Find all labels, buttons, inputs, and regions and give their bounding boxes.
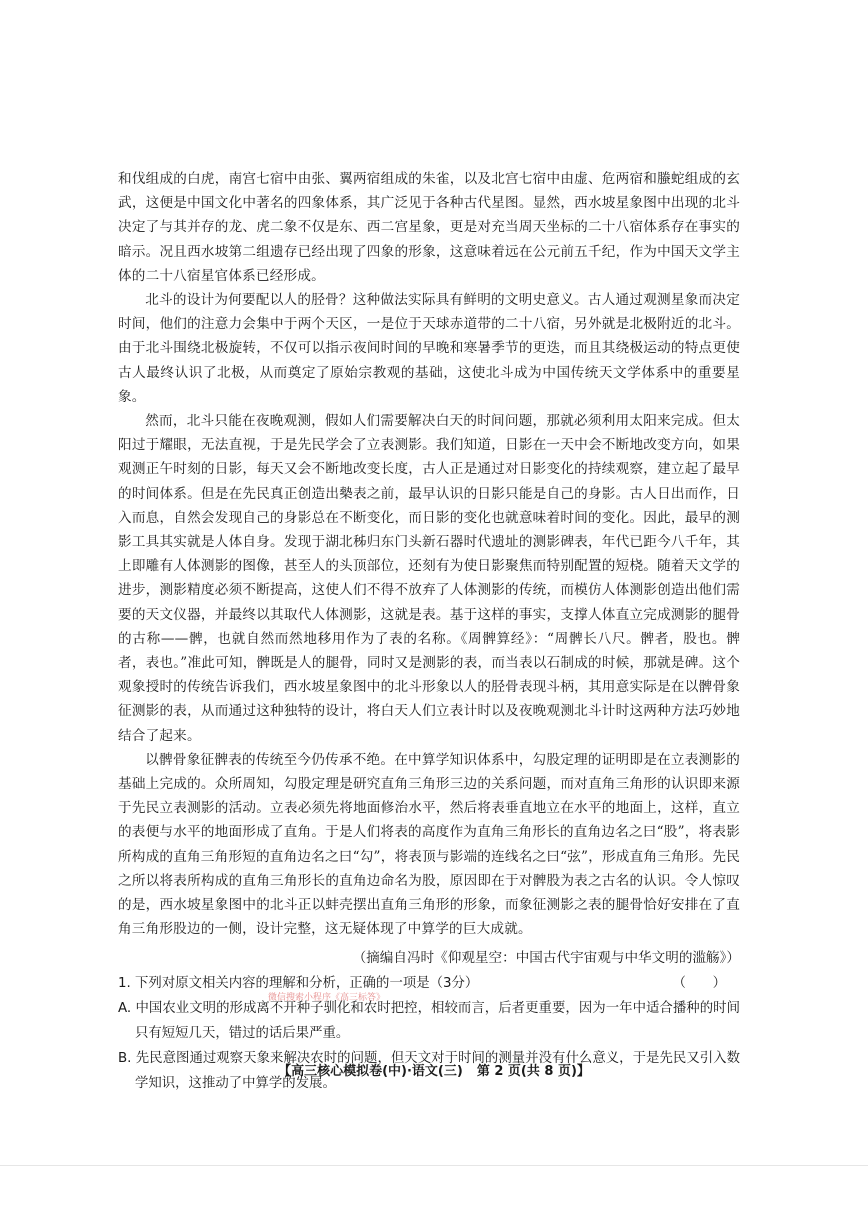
option-b: B. 先民意图通过观察天象来解决农时的问题，但天文对于时间的测量并没有什么意义，于是先民又引入数学知识，这推动了中算学的发展。 [118, 1051, 740, 1091]
paragraph-1: 和伐组成的白虎，南宫七宿中由张、翼两宿组成的朱雀，以及北宫七宿中由虚、危两宿和螣蛇组成的玄武，这便是中国文化中著名的四象体系，其广泛见于各种古代星图。显然，西水坡星象图中出现的北斗决定了与其并存的龙、虎二象不仅是东、西二宫星象，更是对充当周天坐标的二十八宿体系存在事实的暗示。况且西水坡第二组遗存已经出现了四象的形象，这意味着远在公元前五千纪，作为中国天文学主体的二十八宿星官体系已经形成。 [118, 171, 740, 284]
paragraph-4: 以髀骨象征髀表的传统至今仍传承不绝。在中算学知识体系中，勾股定理的证明即是在立表测影的基础上完成的。众所周知，勾股定理是研究直角三角形三边的关系问题，而对直角三角形的认识即来源于先民立表测影的活动。立表必须先将地面修治水平，然后将表垂直地立在水平的地面上，这样，直立的表便与水平的地面形成了直角。于是人们将表的高度作为直角三角形长的直角边名之曰“股”，将表影所构成的直角三角形短的直角边名之曰“勾”，将表顶与影端的连线名之曰“弦”，形成直角三角形。先民之所以将表所构成的直角三角形长的直角边命名为股，原因即在于对髀股为表之古名的认识。令人惊叹的是，西水坡星象图中的北斗正以蚌壳摆出直角三角形的形象，而象征测影之表的腿骨恰好安排在了直角三角形股边的一侧，设计完整，这无疑体现了中算学的巨大成就。 [118, 751, 740, 938]
footer-page-number: 第 2 页(共 8 页)】 [476, 1064, 590, 1079]
footer-title: 【高三核心模拟卷(中)·语文(三) [278, 1064, 463, 1079]
question-1 [118, 972, 740, 1003]
article-body [118, 167, 740, 1096]
paragraph-3: 然而，北斗只能在夜晚观测，假如人们需要解决白天的时间问题，那就必须利用太阳来完成。但太阳过于耀眼，无法直视，于是先民学会了立表测影。我们知道，日影在一天中会不断地改变方向，如果观测正午时刻的日影，每天又会不断地改变长度，古人正是通过对日影变化的持续观察，建立起了最早的时间体系。但是在先民真正创造出槷表之前，最早认识的日影只能是自己的身影。古人日出而作，日入而息，自然会发现自己的身影总在不断变化，而日影的变化也就意味着时间的变化。因此，最早的测影工具其实就是人体自身。发现于湖北秭归东门头新石器时代遗址的测影碑表，年代已距今八千年，其上即雕有人体测影的图像，甚至人的头顶部位，还刻有为使日影聚焦而特别配置的短桡。随着天文学的进步，测影精度必须不断提高，这使人们不得不放弃了人体测影的传统，而模仿人体测影创造出他们需要的天文仪器，并最终以其取代人体测影，这就是表。基于这样的事实，支撑人体直立完成测影的腿骨的古称——髀，也就自然而然地移用作为了表的名称。《周髀算经》：“周髀长八尺。髀者，股也。髀者，表也。”准此可知，髀既是人的腿骨，同时又是测影的表，而当表以石制成的时候，那就是碑。这个观象授时的传统告诉我们，西水坡星象图中的北斗形象以人的胫骨表现斗柄，其用意实际是在以髀骨象征测影的表，从而通过这种独特的设计，将白天人们立表计时以及夜晚观测北斗计时这两种方法巧妙地结合了起来。 [118, 413, 740, 744]
question-stem: 1. 下列对原文相关内容的理解和分析，正确的一项是（3分） [118, 975, 479, 991]
option-a: A. 中国农业文明的形成离不开种子驯化和农时把控，相较而言，后者更重要，因为一年中适合播种的时间只有短短几天，错过的话后果严重。 [118, 1001, 740, 1041]
paragraph-2: 北斗的设计为何要配以人的胫骨？这种做法实际具有鲜明的文明史意义。古人通过观测星象而决定时间，他们的注意力会集中于两个天区，一是位于天球赤道带的二十八宿，另外就是北极附近的北斗。由于北斗围绕北极旋转，不仅可以指示夜间时间的早晚和寒暑季节的更迭，而且其绕极运动的特点更使古人最终认识了北极，从而奠定了原始宗教观的基础，这使北斗成为中国传统天文学体系中的重要星象。 [118, 292, 740, 405]
page-footer [0, 1062, 868, 1082]
answer-bracket: （ ） [672, 975, 726, 991]
source-citation: （摘编自冯时《仰观星空：中国古代宇宙观与中华文明的滥觞》） [352, 949, 740, 966]
bottom-divider [0, 1165, 868, 1166]
watermark-text: 微信搜索小程序《高三标答》 [268, 992, 386, 1003]
